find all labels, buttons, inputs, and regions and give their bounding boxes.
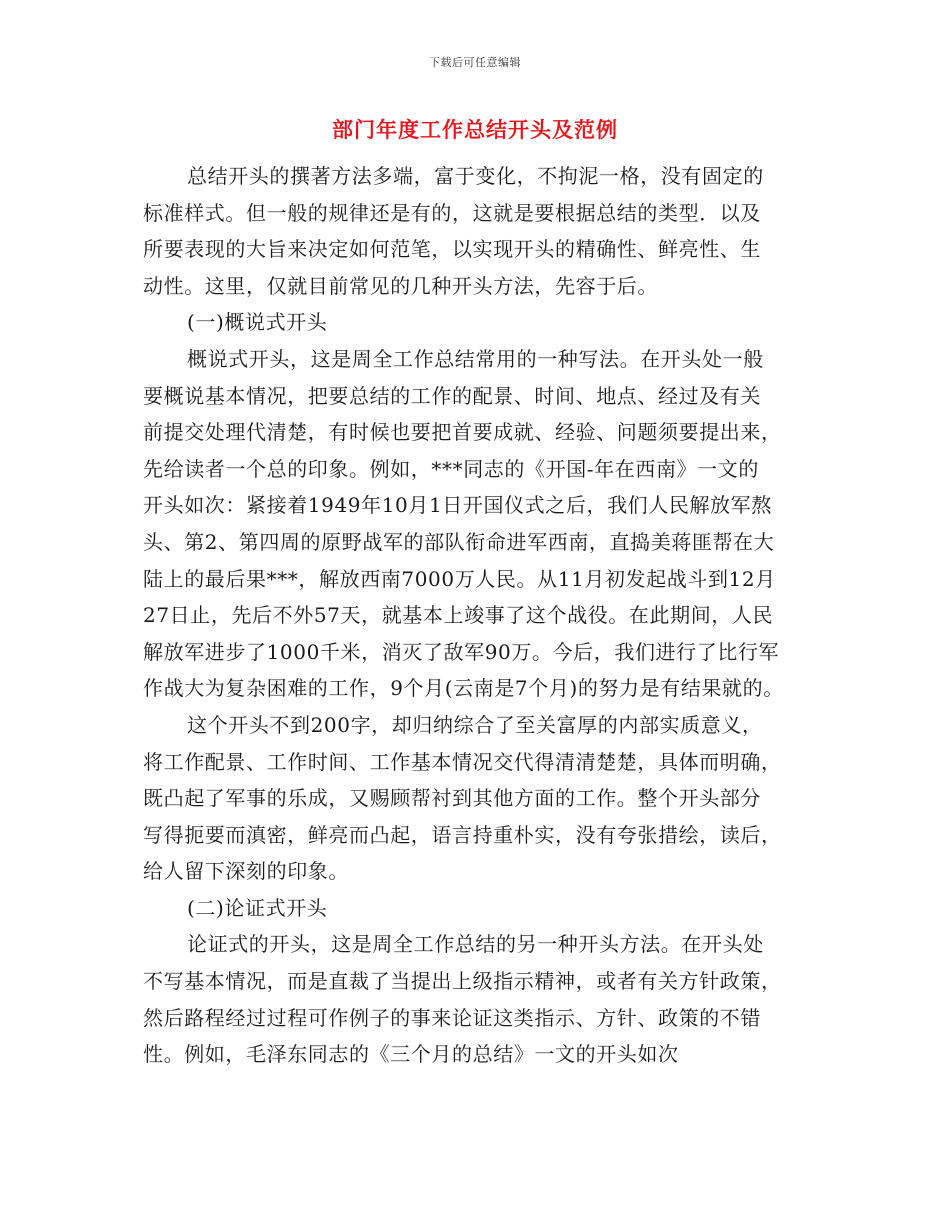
text-line: 动性。这里，仅就目前常见的几种开头方法，先容于后。: [143, 273, 658, 298]
paragraph-start-line: (二)论证式开头: [187, 895, 328, 920]
text-line: 给人留下深刻的印象。: [143, 859, 349, 884]
text-line: 27日止，先后不外57天，就基本上竣事了这个战役。在此期间，人民: [143, 603, 774, 628]
text-line: 性。例如，毛泽东同志的《三个月的总结》一文的开头如次: [143, 1042, 679, 1067]
text-line: 不写基本情况，而是直裁了当提出上级指示精神，或者有关方针政策，: [143, 969, 782, 994]
text-line: 开头如次：紧接着1949年10月1日开国仪式之后，我们人民解放军熬: [143, 493, 772, 518]
paragraph-start-line: (一)概说式开头: [187, 310, 328, 335]
text-line: 写得扼要而滇密，鲜亮而凸起，语言持重朴实，没有夸张措绘，读后，: [143, 822, 782, 847]
text-line: 标准样式。但一般的规律还是有的，这就是要根据总结的类型．以及: [143, 200, 761, 225]
text-line: 要概说基本情况，把要总结的工作的配景、时间、地点、经过及有关: [143, 383, 761, 408]
text-line: 头、第2、第四周的原野战军的部队衔命进军西南，直捣美蒋匪帮在大: [143, 529, 775, 554]
paragraph-start-line: 概说式开头，这是周全工作总结常用的一种写法。在开头处一般: [187, 346, 764, 371]
paragraph-start-line: 这个开头不到200字，却归纳综合了至关富厚的内部实质意义，: [187, 712, 763, 737]
text-line: 然后路程经过过程可作例子的事来论证这类指示、方针、政策的不错: [143, 1005, 761, 1030]
text-line: 解放军进步了1000千米，消灭了敌军90万。今后，我们进行了比行军: [143, 639, 780, 664]
document-title: 部门年度工作总结开头及范例: [332, 117, 618, 142]
text-line: 既凸起了军事的乐成，又赐顾帮衬到其他方面的工作。整个开头部分: [143, 786, 761, 811]
document-body: [143, 158, 823, 1073]
text-line: 作战大为复杂困难的工作，9个月(云南是7个月)的努力是有结果就的。: [143, 676, 784, 701]
header-note: 下载后可任意编辑: [429, 56, 521, 69]
text-line: 将工作配景、工作时间、工作基本情况交代得清清楚楚，具体而明确，: [143, 749, 782, 774]
text-line: 所要表现的大旨来决定如何范笔，以实现开头的精确性、鲜亮性、生: [143, 237, 761, 262]
paragraph-start-line: 论证式的开头，这是周全工作总结的另一种开头方法。在开头处: [187, 932, 764, 957]
text-line: 陆上的最后果***，解放西南7000万人民。从11月初发起战斗到12月: [143, 566, 776, 591]
paragraph-start-line: 总结开头的撰著方法多端，富于变化，不拘泥一格，没有固定的: [187, 164, 764, 188]
text-line: 先给读者一个总的印象。例如，***同志的《开国-年在西南》一文的: [143, 456, 759, 481]
text-line: 前提交处理代清楚，有时候也要把首要成就、经验、问题须要提出来，: [143, 420, 782, 445]
